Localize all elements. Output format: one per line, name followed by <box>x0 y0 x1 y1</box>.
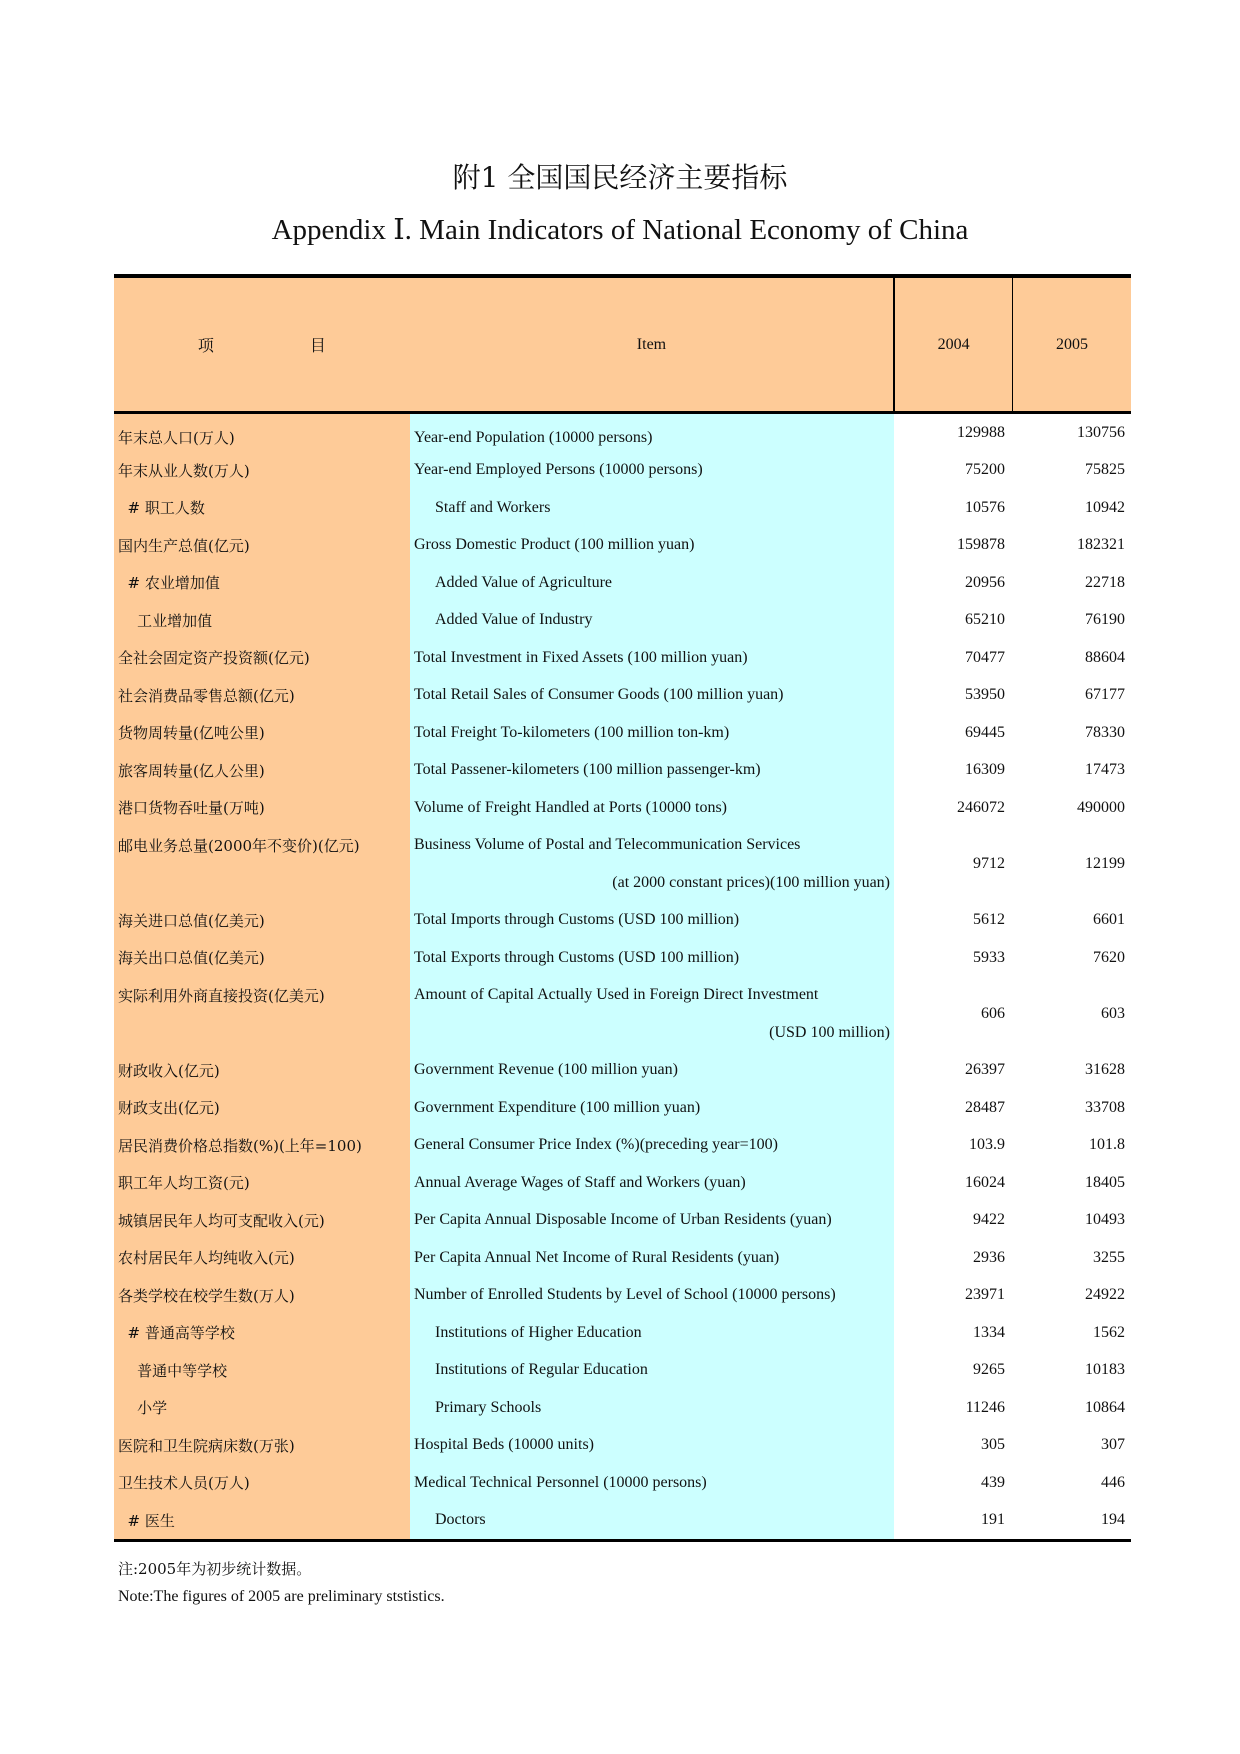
value-2004: 439 <box>981 1473 1005 1491</box>
row-item-en <box>410 789 894 827</box>
row-item-en <box>410 1052 894 1090</box>
item-en-label: Annual Average Wages of Staff and Workers (yuan) <box>414 1173 746 1191</box>
value-2004: 5612 <box>973 911 1005 929</box>
row-item-cn <box>114 1277 410 1315</box>
table-row <box>114 939 1131 977</box>
value-2004: 70477 <box>965 648 1005 666</box>
row-item-en <box>410 677 894 715</box>
row-item-en <box>410 489 894 527</box>
row-item-cn <box>114 752 410 790</box>
row-item-en <box>410 827 894 902</box>
value-2004: 159878 <box>957 536 1005 554</box>
row-item-en <box>410 414 894 452</box>
row-item-cn <box>114 1352 410 1390</box>
item-en-label: Total Passener-kilometers (100 million passenger-km) <box>414 761 761 779</box>
value-2004: 191 <box>981 1511 1005 1529</box>
row-item-cn <box>114 1052 410 1090</box>
value-2005: 10942 <box>1085 498 1125 516</box>
value-2004: 65210 <box>965 611 1005 629</box>
value-2005: 33708 <box>1085 1098 1125 1116</box>
value-2004: 606 <box>981 1005 1005 1022</box>
value-2004: 246072 <box>957 798 1005 816</box>
item-cn-label: 海关进口总值(亿美元) <box>118 911 265 930</box>
item-en-label: Staff and Workers <box>435 498 551 516</box>
table-row <box>114 1239 1131 1277</box>
item-cn-label: # 职工人数 <box>118 499 205 518</box>
table-row <box>114 714 1131 752</box>
value-2005: 17473 <box>1085 761 1125 779</box>
note-chinese: 注:2005年为初步统计数据。 <box>118 1560 312 1578</box>
table-row <box>114 602 1131 640</box>
row-item-cn <box>114 714 410 752</box>
row-item-en <box>410 752 894 790</box>
value-2005: 194 <box>1101 1511 1125 1529</box>
row-item-en <box>410 1314 894 1352</box>
value-2004: 11246 <box>965 1398 1005 1416</box>
row-item-en <box>410 1352 894 1390</box>
row-item-en <box>410 902 894 940</box>
header-2004: 2004 <box>895 278 1013 411</box>
value-2004: 23971 <box>965 1286 1005 1304</box>
value-2005: 3255 <box>1093 1248 1125 1266</box>
value-2004: 53950 <box>965 686 1005 704</box>
table-row <box>114 1464 1131 1502</box>
row-item-en <box>410 564 894 602</box>
item-en-line2: (USD 100 million) <box>769 1023 890 1041</box>
value-2004: 16309 <box>965 761 1005 779</box>
row-item-cn <box>114 1127 410 1165</box>
item-cn-label: 社会消费品零售总额(亿元) <box>118 686 295 705</box>
item-cn-label: 国内生产总值(亿元) <box>118 536 250 555</box>
value-2005: 10864 <box>1085 1398 1125 1416</box>
table-row <box>114 752 1131 790</box>
item-en-label: Added Value of Agriculture <box>435 573 612 591</box>
row-item-cn <box>114 1202 410 1240</box>
item-cn-label: 港口货物吞吐量(万吨) <box>118 799 265 818</box>
table-row <box>114 527 1131 565</box>
table-row <box>114 827 1131 902</box>
item-cn-label: 年末总人口(万人) <box>118 429 235 448</box>
row-item-cn <box>114 789 410 827</box>
value-2004: 28487 <box>965 1098 1005 1116</box>
row-item-cn <box>114 1239 410 1277</box>
value-2005: 12199 <box>1085 855 1125 872</box>
row-item-en <box>410 1202 894 1240</box>
item-en-label: Total Investment in Fixed Assets (100 million yuan) <box>414 648 748 666</box>
item-en-label: Year-end Employed Persons (10000 persons) <box>414 461 703 479</box>
item-en-label: Government Revenue (100 million yuan) <box>414 1061 678 1079</box>
item-cn-label: 财政支出(亿元) <box>118 1099 220 1118</box>
item-cn-label: 全社会固定资产投资额(亿元) <box>118 649 310 668</box>
row-item-cn <box>114 1427 410 1465</box>
row-item-en <box>410 452 894 490</box>
row-item-cn <box>114 939 410 977</box>
value-2004: 20956 <box>965 573 1005 591</box>
value-2005: 88604 <box>1085 648 1125 666</box>
header-cn-1: 项 <box>197 338 214 355</box>
item-cn-label: 农村居民年人均纯收入(元) <box>118 1249 295 1268</box>
table-row <box>114 1427 1131 1465</box>
item-cn-label: # 农业增加值 <box>118 574 220 593</box>
row-item-en <box>410 1277 894 1315</box>
value-2005: 307 <box>1101 1436 1125 1454</box>
value-2005: 67177 <box>1085 686 1125 704</box>
row-item-cn <box>114 1389 410 1427</box>
header-item-cn <box>114 278 410 411</box>
value-2004: 1334 <box>973 1323 1005 1341</box>
row-item-en <box>410 639 894 677</box>
item-cn-label: 年末从业人数(万人) <box>118 461 250 480</box>
header-2005: 2005 <box>1056 335 1089 353</box>
item-en-label: Volume of Freight Handled at Ports (10000 tons) <box>414 798 728 816</box>
title-chinese: 附1 全国国民经济主要指标 <box>452 161 788 194</box>
row-item-en <box>410 1502 894 1540</box>
row-item-en <box>410 1464 894 1502</box>
item-cn-label: 卫生技术人员(万人) <box>118 1474 250 1493</box>
item-en-label: Government Expenditure (100 million yuan) <box>414 1098 701 1116</box>
row-item-cn <box>114 414 410 452</box>
item-cn-label: 实际利用外商直接投资(亿美元) <box>118 986 325 1005</box>
item-cn-label: 职工年人均工资(元) <box>118 1174 250 1193</box>
item-en-label: Institutions of Regular Education <box>435 1361 648 1379</box>
table-row <box>114 677 1131 715</box>
row-item-en <box>410 939 894 977</box>
row-item-cn <box>114 1089 410 1127</box>
value-2005: 446 <box>1101 1473 1125 1491</box>
table-row <box>114 1389 1131 1427</box>
table-row <box>114 789 1131 827</box>
item-cn-label: 居民消费价格总指数(%)(上年=100) <box>118 1136 362 1155</box>
item-cn-label: 普通中等学校 <box>118 1361 228 1380</box>
item-en-label: Added Value of Industry <box>435 611 593 629</box>
value-2004: 5933 <box>973 948 1005 966</box>
table-row <box>114 902 1131 940</box>
item-en-label: Per Capita Annual Net Income of Rural Residents (yuan) <box>414 1248 780 1266</box>
row-item-en <box>410 1239 894 1277</box>
value-2005: 490000 <box>1077 798 1125 816</box>
item-en-line2: (at 2000 constant prices)(100 million yuan) <box>612 873 890 891</box>
item-en-label: Total Retail Sales of Consumer Goods (100 million yuan) <box>414 686 784 704</box>
header-cn-2: 目 <box>309 338 326 355</box>
row-item-en <box>410 1127 894 1165</box>
item-cn-label: 货物周转量(亿吨公里) <box>118 724 265 743</box>
table-row <box>114 414 1131 452</box>
value-2004: 129988 <box>957 423 1005 441</box>
value-2005: 31628 <box>1085 1061 1125 1079</box>
row-item-en <box>410 1427 894 1465</box>
item-cn-label: 旅客周转量(亿人公里) <box>118 761 265 780</box>
value-2004: 10576 <box>965 498 1005 516</box>
row-item-en <box>410 602 894 640</box>
item-en-label: Total Exports through Customs (USD 100 million) <box>414 948 740 966</box>
table-row <box>114 1202 1131 1240</box>
value-2005: 22718 <box>1085 573 1125 591</box>
item-en-line1: Amount of Capital Actually Used in Foreign Direct Investment <box>414 986 819 1004</box>
value-2005: 603 <box>1101 1005 1125 1022</box>
table-row <box>114 1089 1131 1127</box>
item-en-label: Medical Technical Personnel (10000 persons) <box>414 1473 707 1491</box>
row-item-en <box>410 527 894 565</box>
table-row <box>114 1502 1131 1540</box>
table-row <box>114 1052 1131 1090</box>
item-cn-label: 各类学校在校学生数(万人) <box>118 1286 295 1305</box>
value-2005: 101.8 <box>1089 1136 1125 1154</box>
row-item-cn <box>114 677 410 715</box>
value-2005: 130756 <box>1077 423 1125 441</box>
table-row <box>114 977 1131 1052</box>
row-item-cn <box>114 452 410 490</box>
row-item-cn <box>114 1314 410 1352</box>
table-row <box>114 452 1131 490</box>
value-2005: 10183 <box>1085 1361 1125 1379</box>
row-item-cn <box>114 527 410 565</box>
table-row <box>114 1127 1131 1165</box>
item-en-label: Number of Enrolled Students by Level of School (10000 persons) <box>414 1286 836 1304</box>
value-2004: 9712 <box>973 855 1005 872</box>
item-en-label: Hospital Beds (10000 units) <box>414 1436 594 1454</box>
table-row <box>114 1164 1131 1202</box>
table-row <box>114 639 1131 677</box>
value-2005: 24922 <box>1085 1286 1125 1304</box>
row-item-en <box>410 1164 894 1202</box>
row-item-en <box>410 977 894 1052</box>
note-english: Note:The figures of 2005 are preliminary ststistics. <box>118 1588 445 1605</box>
row-item-cn <box>114 977 410 1052</box>
item-cn-label: 工业增加值 <box>118 611 213 630</box>
indicators-table <box>114 274 1131 1542</box>
value-2004: 69445 <box>965 723 1005 741</box>
table-row <box>114 1352 1131 1390</box>
table-row <box>114 564 1131 602</box>
row-item-en <box>410 1389 894 1427</box>
value-2004: 2936 <box>973 1248 1005 1266</box>
item-en-label: Primary Schools <box>435 1398 542 1416</box>
item-cn-label: # 普通高等学校 <box>118 1324 235 1343</box>
item-cn-label: 城镇居民年人均可支配收入(元) <box>118 1211 325 1230</box>
row-item-cn <box>114 902 410 940</box>
value-2005: 6601 <box>1093 911 1125 929</box>
item-cn-label: 邮电业务总量(2000年不变价)(亿元) <box>118 836 360 855</box>
value-2004: 9265 <box>973 1361 1005 1379</box>
value-2004: 16024 <box>965 1173 1005 1191</box>
item-en-label: Institutions of Higher Education <box>435 1323 642 1341</box>
table-row <box>114 1314 1131 1352</box>
value-2005: 75825 <box>1085 461 1125 479</box>
item-en-label: Per Capita Annual Disposable Income of Urban Residents (yuan) <box>414 1211 832 1229</box>
item-en-label: Total Freight To-kilometers (100 million ton-km) <box>414 723 730 741</box>
item-en-label: Year-end Population (10000 persons) <box>414 428 653 446</box>
value-2004: 75200 <box>965 461 1005 479</box>
value-2005: 78330 <box>1085 723 1125 741</box>
row-item-cn <box>114 1502 410 1540</box>
table-body <box>114 414 1131 1542</box>
item-en-label: Doctors <box>435 1511 486 1529</box>
table-row <box>114 1277 1131 1315</box>
table-row <box>114 489 1131 527</box>
item-en-label: General Consumer Price Index (%)(preceding year=100) <box>414 1136 778 1154</box>
title-english: Appendix Ⅰ. Main Indicators of National Economy of China <box>271 214 969 246</box>
item-en-line1: Business Volume of Postal and Telecommunication Services <box>414 836 801 854</box>
item-en-label: Gross Domestic Product (100 million yuan) <box>414 536 695 554</box>
row-item-cn <box>114 1464 410 1502</box>
header-item-en: Item <box>410 278 896 411</box>
row-item-en <box>410 714 894 752</box>
row-item-en <box>410 1089 894 1127</box>
table-header <box>114 274 1131 414</box>
item-cn-label: 财政收入(亿元) <box>118 1061 220 1080</box>
value-2004: 26397 <box>965 1061 1005 1079</box>
value-2004: 103.9 <box>969 1136 1005 1154</box>
row-item-cn <box>114 639 410 677</box>
row-item-cn <box>114 489 410 527</box>
value-2004: 9422 <box>973 1211 1005 1229</box>
value-2005: 10493 <box>1085 1211 1125 1229</box>
item-cn-label: 海关出口总值(亿美元) <box>118 949 265 968</box>
row-item-cn <box>114 827 410 902</box>
value-2004: 305 <box>981 1436 1005 1454</box>
row-item-cn <box>114 564 410 602</box>
value-2005: 18405 <box>1085 1173 1125 1191</box>
value-2005: 1562 <box>1093 1323 1125 1341</box>
value-2005: 7620 <box>1093 948 1125 966</box>
value-2005: 76190 <box>1085 611 1125 629</box>
row-item-cn <box>114 602 410 640</box>
row-item-cn <box>114 1164 410 1202</box>
value-2005: 182321 <box>1077 536 1125 554</box>
item-en-label: Total Imports through Customs (USD 100 million) <box>414 911 740 929</box>
item-cn-label: 医院和卫生院病床数(万张) <box>118 1436 295 1455</box>
item-cn-label: # 医生 <box>118 1511 175 1530</box>
item-cn-label: 小学 <box>118 1399 168 1418</box>
